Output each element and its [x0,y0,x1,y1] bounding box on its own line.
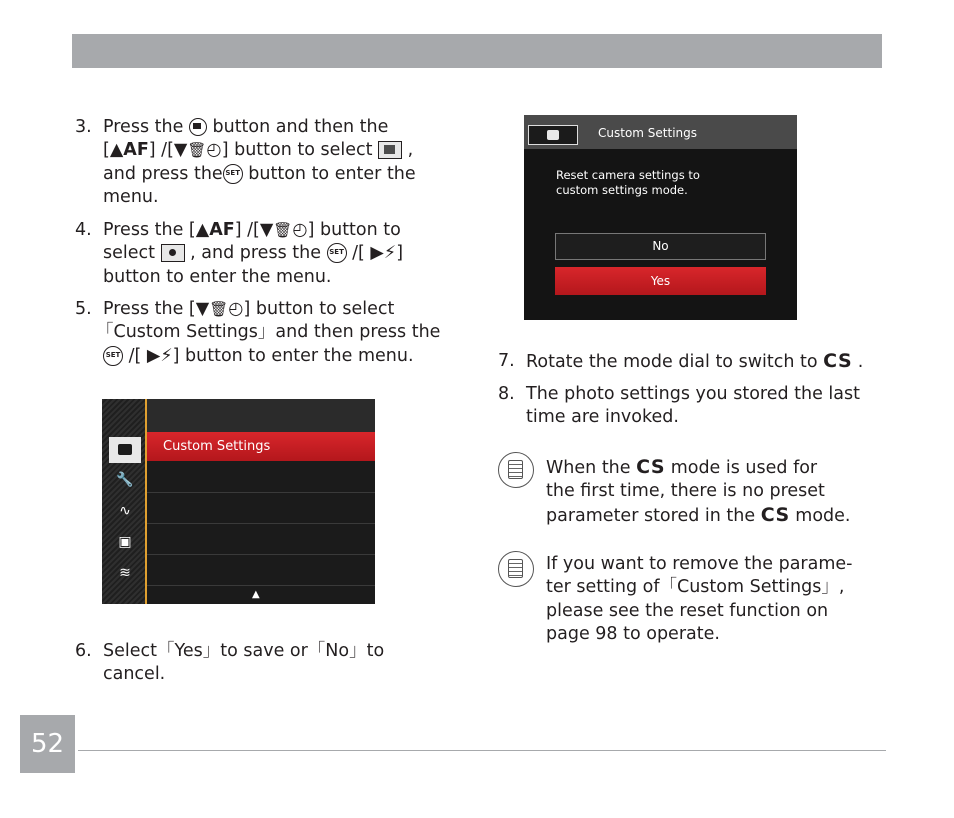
camera-menu-icon [161,244,185,262]
text: parameter stored in the [546,505,756,526]
flash-icon: ⚡ [383,243,397,264]
text: When the [546,458,631,478]
page-number: 52 [20,715,75,773]
text: ] /[▼ [148,140,188,161]
step-number: 6. [75,641,92,661]
text: and press the [103,163,223,184]
header-bar [72,34,882,68]
custom-settings-dialog-screenshot [524,115,797,320]
self-timer-icon: ◴ [292,220,308,240]
wifi-icon: ≋ [119,565,131,581]
text: The photo settings you stored the last [526,384,860,404]
text: the first time, there is no preset [546,481,825,502]
footer-rule [78,750,886,751]
step-5 [75,298,475,370]
text: mode. [795,505,851,526]
text: Press the [▼ [103,299,210,319]
text: Reset camera settings to [556,168,700,182]
note-1 [546,456,886,528]
text: ] button to enter the menu. [172,345,414,366]
sd-card-icon: ▣ [118,534,132,550]
text: ] /[▼ [234,220,274,240]
step-3 [75,116,475,212]
text: button to enter the [248,163,416,184]
text: page 98 to operate. [546,624,720,645]
step-6 [75,640,475,688]
camera-tab-icon [528,125,578,145]
note-icon [498,452,534,488]
yes-option: Yes [555,267,766,295]
dialog-message [556,168,700,198]
step-7 [498,350,898,376]
text: ] button to [307,220,401,240]
set-button-icon: SET [223,164,243,184]
step-4 [75,219,475,291]
scroll-up-icon: ▲ [252,589,260,600]
text: cancel. [103,664,166,685]
menu-screen-icon [378,141,402,159]
wave-icon: ∿ [119,503,131,519]
text: ] [396,243,404,264]
menu-row-divider [147,523,375,524]
text: . [857,352,864,372]
menu-row-divider [147,585,375,586]
text: button and then the [212,117,389,137]
step-number: 4. [75,220,92,240]
camera-tab-icon [109,437,141,463]
step-number: 8. [498,384,515,404]
delete-icon: 🗑 [273,221,293,239]
menu-row-divider [147,554,375,555]
text: , and press the [190,243,321,264]
menu-button-icon [189,118,207,136]
step-number: 5. [75,299,92,319]
text: ter setting of「Custom Settings」, [546,577,845,598]
dialog-title: Custom Settings [598,126,698,140]
text: /[ ▶ [128,345,161,366]
text: custom settings mode. [556,183,688,197]
self-timer-icon: ◴ [228,299,244,319]
cs-mode-icon: CS [636,456,666,478]
menu-item-custom-settings: Custom Settings [147,432,375,461]
text: Select「Yes」to save or「No」to [103,641,385,661]
camera-menu-screenshot [102,399,375,604]
text: 「Custom Settings」and then press the [96,322,441,343]
text: Press the [ [103,220,196,240]
text: If you want to remove the parame- [546,554,853,574]
text: button to enter the menu. [103,266,332,287]
text: Rotate the mode dial to switch to [526,352,818,372]
flash-icon: ⚡ [160,345,173,366]
set-button-icon: SET [327,243,347,263]
menu-header [147,399,375,432]
text: please see the reset function on [546,600,829,621]
note-2 [546,553,886,649]
text: [ [103,140,110,161]
delete-icon: 🗑 [209,300,229,318]
text: mode is used for [670,458,818,478]
cs-mode-icon: CS [760,503,790,526]
step-number: 3. [75,117,92,137]
text: Press the [103,117,184,137]
af-label: ▲AF [195,220,235,240]
af-label: ▲AF [109,140,149,161]
set-button-icon: SET [103,346,123,366]
text: , [407,140,414,161]
menu-row-divider [147,492,375,493]
text: ] button to select [221,140,373,161]
text: time are invoked. [526,407,679,428]
cs-mode-icon: CS [823,350,853,372]
no-option: No [555,233,766,260]
text: ] button to select [243,299,395,319]
self-timer-icon: ◴ [206,140,222,161]
delete-icon: 🗑 [187,141,207,160]
text: select [103,243,155,264]
step-8 [498,383,898,431]
wrench-icon: 🔧 [116,472,134,488]
note-icon [498,551,534,587]
text: menu. [103,187,159,208]
step-number: 7. [498,351,515,371]
text: /[ ▶ [352,243,384,264]
